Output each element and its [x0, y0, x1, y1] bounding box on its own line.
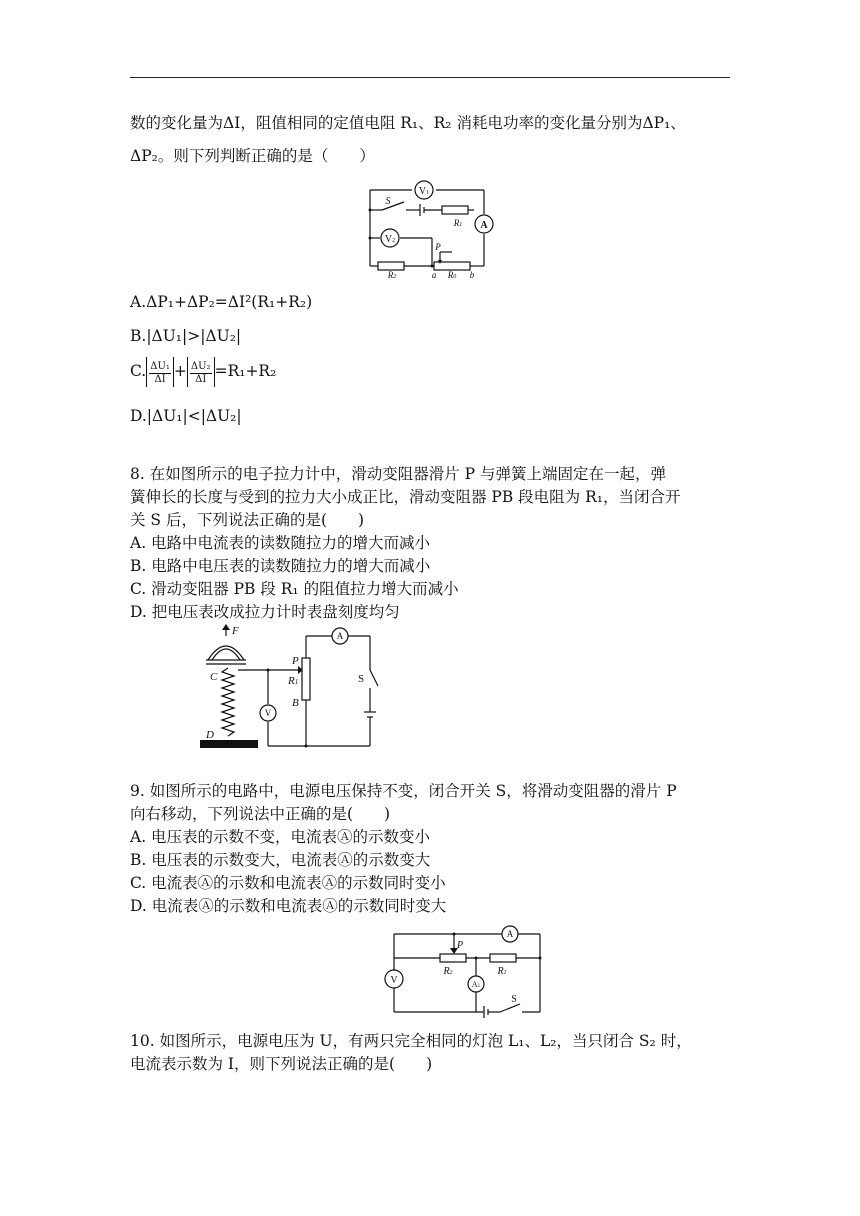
- q10-stem-line1: 10. 如图所示，电源电压为 U，有两只完全相同的灯泡 L₁、L₂，当只闭合 S₂ 时，: [130, 1032, 692, 1050]
- q7-frac2-num: ΔU₂: [190, 360, 211, 372]
- q9-label-a1: A1: [471, 980, 481, 989]
- q9-label-r2: R2: [443, 966, 453, 977]
- q8-circuit-diagram: [198, 624, 388, 754]
- q8-option-d: D. 把电压表改成拉力计时表盘刻度均匀: [130, 603, 400, 621]
- q8-option-b: B. 电路中电压表的读数随拉力的增大而减小: [130, 557, 431, 575]
- q7-label-r0: R0: [447, 270, 457, 280]
- q8-label-s: S: [358, 673, 365, 685]
- q9-option-a: A. 电压表的示数不变，电流表Ⓐ的示数变小: [130, 828, 431, 846]
- q7-abs-2: [187, 357, 215, 387]
- q7-label-b-end: b: [469, 270, 475, 280]
- q8-label-d: D: [206, 729, 214, 741]
- q7-label-s: S: [385, 196, 391, 207]
- q7-option-c-prefix: C.: [130, 362, 147, 380]
- q8-label-p: P: [292, 655, 299, 667]
- q7-label-p: P: [435, 242, 441, 252]
- q9-stem-line1: 9. 如图所示的电路中，电源电压保持不变，闭合开关 S，将滑动变阻器的滑片 P: [130, 782, 677, 800]
- q8-label-ammeter: A: [336, 631, 344, 641]
- q9-label-s: S: [511, 994, 517, 1005]
- q7-label-a: A: [480, 220, 488, 231]
- q7-frac2-den: ΔI: [195, 373, 207, 385]
- q7-label-v1: V1: [418, 186, 430, 197]
- q8-stem-line3: 关 S 后，下列说法正确的是( ): [130, 511, 365, 529]
- q7-label-a-end: a: [431, 270, 437, 280]
- q9-label-v: V: [390, 975, 398, 986]
- q7-text-line2: ΔP₂。则下列判断正确的是（ ）: [130, 147, 375, 165]
- q9-label-r1: R1: [497, 966, 507, 977]
- q7-option-b: B.|ΔU₁|>|ΔU₂|: [130, 327, 242, 345]
- q9-label-p: P: [456, 940, 464, 951]
- q8-label-voltmeter: V: [264, 708, 272, 718]
- q7-circuit-diagram: [362, 180, 502, 280]
- header-rule: [130, 77, 730, 78]
- q7-label-r1: R1: [453, 218, 463, 228]
- q8-label-r1: R1: [288, 675, 299, 687]
- q8-option-c: C. 滑动变阻器 PB 段 R₁ 的阻值拉力增大而减小: [130, 580, 459, 598]
- q7-option-c-suffix: =R₁+R₂: [214, 362, 277, 380]
- q8-stem-line2: 簧伸长的长度与受到的拉力大小成正比，滑动变阻器 PB 段电阻为 R₁，当闭合开: [130, 488, 681, 506]
- q7-frac1-num: ΔU₁: [150, 360, 170, 372]
- q7-text-line1: 数的变化量为ΔI，阻值相同的定值电阻 R₁、R₂ 消耗电功率的变化量分别为ΔP₁、: [130, 114, 686, 132]
- q8-label-b: B: [292, 697, 299, 709]
- q7-abs-1: [146, 357, 174, 387]
- q8-stem-line1: 8. 在如图所示的电子拉力计中，滑动变阻器滑片 P 与弹簧上端固定在一起，弹: [130, 465, 667, 483]
- q7-option-d: D.|ΔU₁|<|ΔU₂|: [130, 407, 242, 425]
- q7-option-c: [130, 356, 736, 387]
- q7-option-a: A.ΔP₁+ΔP₂=ΔI²(R₁+R₂): [130, 293, 313, 311]
- q8-label-f: F: [232, 625, 239, 637]
- q8-option-a: A. 电路中电流表的读数随拉力的增大而减小: [130, 534, 431, 552]
- q9-option-c: C. 电流表Ⓐ的示数和电流表Ⓐ的示数同时变小: [130, 874, 446, 892]
- q7-label-v2: V2: [384, 234, 396, 245]
- q7-frac1-den: ΔI: [154, 373, 166, 385]
- q9-stem-line2: 向右移动，下列说法中正确的是( ): [130, 805, 391, 823]
- q7-label-r2: R2: [387, 270, 397, 280]
- q10-stem-line2: 电流表示数为 I，则下列说法正确的是( ): [130, 1055, 433, 1073]
- q9-option-b: B. 电压表的示数变大，电流表Ⓐ的示数变大: [130, 851, 431, 869]
- q8-label-c: C: [210, 671, 218, 683]
- q9-circuit-diagram: [384, 922, 546, 1016]
- q9-option-d: D. 电流表Ⓐ的示数和电流表Ⓐ的示数同时变大: [130, 897, 447, 915]
- q7-plus: +: [173, 362, 187, 380]
- q9-label-a: A: [506, 929, 514, 939]
